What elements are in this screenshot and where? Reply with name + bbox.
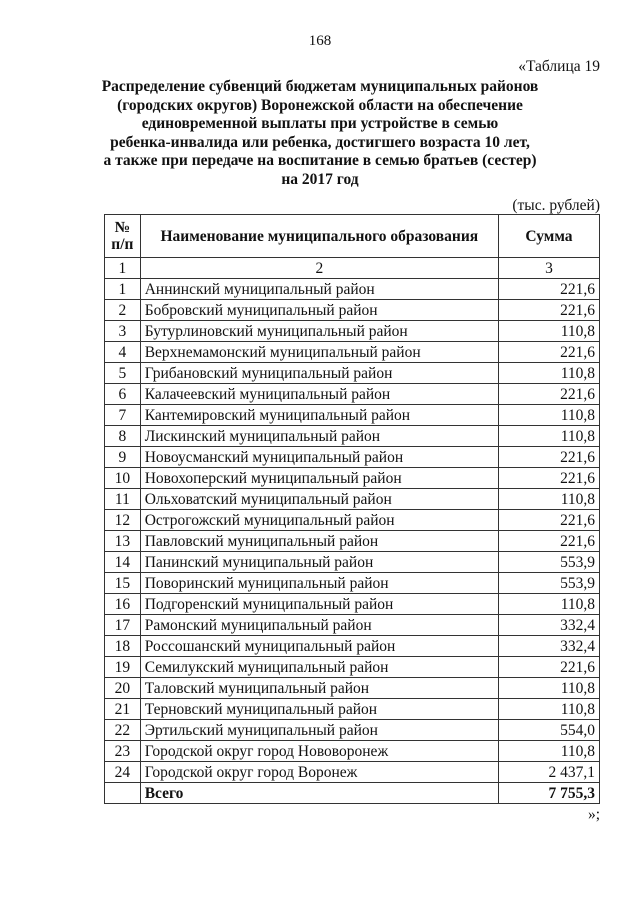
subvention-table	[104, 214, 600, 804]
row-sum: 221,6	[498, 510, 599, 531]
row-sum: 221,6	[498, 279, 599, 300]
row-number: 15	[105, 573, 141, 594]
row-number: 6	[105, 384, 141, 405]
row-sum: 221,6	[498, 468, 599, 489]
table-row	[105, 363, 600, 384]
row-name: Верхнемамонский муниципальный район	[140, 342, 498, 363]
table-row	[105, 510, 600, 531]
row-number: 16	[105, 594, 141, 615]
row-name: Павловский муниципальный район	[140, 531, 498, 552]
row-number: 9	[105, 447, 141, 468]
row-name: Ольховатский муниципальный район	[140, 489, 498, 510]
row-name: Новоусманский муниципальный район	[140, 447, 498, 468]
header-sum: Сумма	[498, 215, 599, 258]
row-number: 19	[105, 657, 141, 678]
row-number: 20	[105, 678, 141, 699]
table-header-row	[105, 215, 600, 258]
table-row	[105, 279, 600, 300]
table-row	[105, 468, 600, 489]
table-row	[105, 636, 600, 657]
row-number: 12	[105, 510, 141, 531]
row-number: 14	[105, 552, 141, 573]
row-name: Бутурлиновский муниципальный район	[140, 321, 498, 342]
table-row	[105, 405, 600, 426]
row-name: Эртильский муниципальный район	[140, 720, 498, 741]
column-number-row	[105, 258, 600, 279]
table-row	[105, 552, 600, 573]
title-line: ребенка-инвалида или ребенка, достигшего возраста 10 лет,	[110, 133, 530, 151]
row-number: 1	[105, 279, 141, 300]
title-line: единовременной выплаты при устройстве в семью	[141, 115, 499, 132]
row-name: Таловский муниципальный район	[140, 678, 498, 699]
row-sum: 110,8	[498, 405, 599, 426]
title-line: Распределение субвенций бюджетам муниципальных районов	[101, 78, 539, 95]
row-number: 23	[105, 741, 141, 762]
row-number: 10	[105, 468, 141, 489]
header-name: Наименование муниципального образования	[140, 215, 498, 258]
row-sum: 221,6	[498, 342, 599, 363]
row-sum: 221,6	[498, 531, 599, 552]
row-sum: 110,8	[498, 678, 599, 699]
table-row	[105, 426, 600, 447]
row-sum: 332,4	[498, 636, 599, 657]
row-name: Аннинский муниципальный район	[140, 279, 498, 300]
row-name: Бобровский муниципальный район	[140, 300, 498, 321]
row-number: 11	[105, 489, 141, 510]
header-number	[105, 215, 141, 258]
row-number: 7	[105, 405, 141, 426]
row-sum: 2 437,1	[498, 762, 599, 783]
header-number-line1: №	[114, 219, 131, 236]
row-name: Терновский муниципальный район	[140, 699, 498, 720]
row-name: Городской округ город Нововоронеж	[140, 741, 498, 762]
header-number-line2: п/п	[111, 236, 134, 253]
column-number: 2	[140, 258, 498, 279]
table-reference: «Таблица 19	[518, 58, 600, 75]
table-row	[105, 699, 600, 720]
row-name: Лискинский муниципальный район	[140, 426, 498, 447]
row-name: Панинский муниципальный район	[140, 552, 498, 573]
row-sum: 554,0	[498, 720, 599, 741]
row-sum: 221,6	[498, 300, 599, 321]
table-row	[105, 573, 600, 594]
row-name: Поворинский муниципальный район	[140, 573, 498, 594]
row-sum: 221,6	[498, 384, 599, 405]
row-sum: 332,4	[498, 615, 599, 636]
total-sum: 7 755,3	[498, 783, 599, 804]
row-sum: 110,8	[498, 363, 599, 384]
row-name: Грибановский муниципальный район	[140, 363, 498, 384]
table-row	[105, 762, 600, 783]
table-row	[105, 741, 600, 762]
table-row	[105, 384, 600, 405]
row-number: 21	[105, 699, 141, 720]
row-sum: 110,8	[498, 321, 599, 342]
row-name: Рамонский муниципальный район	[140, 615, 498, 636]
table-row	[105, 720, 600, 741]
row-name: Калачеевский муниципальный район	[140, 384, 498, 405]
row-number: 2	[105, 300, 141, 321]
closing-mark: »;	[587, 806, 600, 823]
row-sum: 110,8	[498, 741, 599, 762]
row-sum: 553,9	[498, 552, 599, 573]
table-row	[105, 447, 600, 468]
row-name: Кантемировский муниципальный район	[140, 405, 498, 426]
row-number: 22	[105, 720, 141, 741]
column-number: 1	[105, 258, 141, 279]
row-sum: 110,8	[498, 489, 599, 510]
row-number: 13	[105, 531, 141, 552]
row-number: 3	[105, 321, 141, 342]
row-number: 5	[105, 363, 141, 384]
row-number: 24	[105, 762, 141, 783]
table-row	[105, 615, 600, 636]
row-sum: 110,8	[498, 594, 599, 615]
row-name: Городской округ город Воронеж	[140, 762, 498, 783]
row-sum: 553,9	[498, 573, 599, 594]
page-number: 168	[308, 33, 332, 49]
table-row	[105, 594, 600, 615]
table-row	[105, 531, 600, 552]
title-line: а также при передаче на воспитание в семью братьев (сестер)	[103, 152, 537, 169]
row-number: 18	[105, 636, 141, 657]
table-row	[105, 489, 600, 510]
table-row	[105, 300, 600, 321]
table-row	[105, 657, 600, 678]
row-number: 17	[105, 615, 141, 636]
row-sum: 221,6	[498, 657, 599, 678]
row-name: Россошанский муниципальный район	[140, 636, 498, 657]
unit-note: (тыс. рублей)	[512, 197, 600, 214]
column-number: 3	[498, 258, 599, 279]
row-name: Семилукский муниципальный район	[140, 657, 498, 678]
table-row	[105, 321, 600, 342]
row-number: 8	[105, 426, 141, 447]
row-name: Новохоперский муниципальный район	[140, 468, 498, 489]
row-name: Острогожский муниципальный район	[140, 510, 498, 531]
row-name: Подгоренский муниципальный район	[140, 594, 498, 615]
table-row	[105, 678, 600, 699]
table-title	[60, 78, 580, 189]
table-row	[105, 342, 600, 363]
row-sum: 110,8	[498, 426, 599, 447]
row-sum: 110,8	[498, 699, 599, 720]
total-label: Всего	[140, 783, 498, 804]
title-line: (городских округов) Воронежской области на обеспечение	[117, 96, 523, 114]
row-number: 4	[105, 342, 141, 363]
row-sum: 221,6	[498, 447, 599, 468]
total-row	[105, 783, 600, 804]
total-number	[105, 783, 141, 804]
title-line: на 2017 год	[281, 170, 359, 188]
